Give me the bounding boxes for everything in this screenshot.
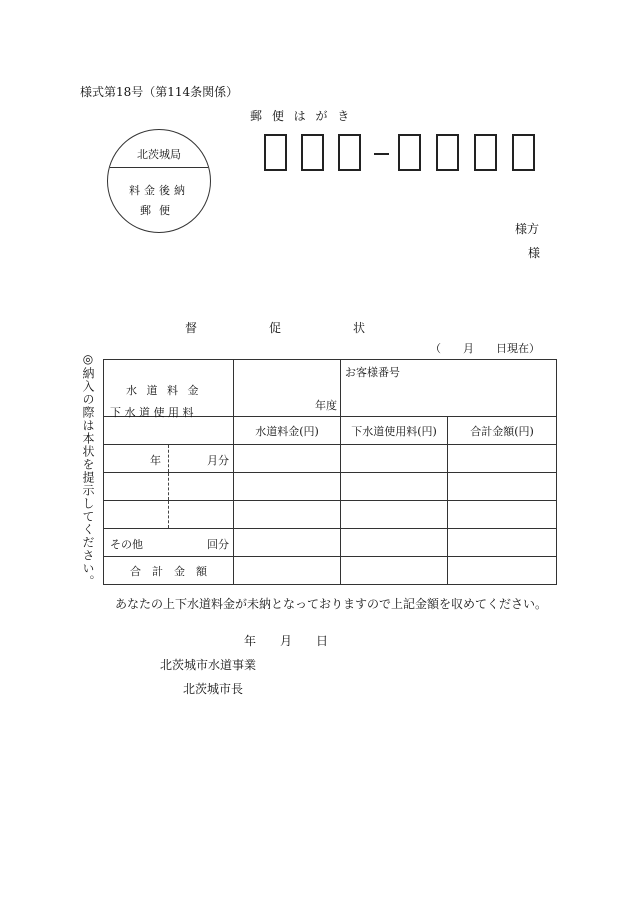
notice-title: 督 促 状	[185, 321, 366, 335]
other-cell[interactable]	[104, 529, 234, 557]
customer-number-label: お客様番号	[345, 366, 400, 379]
postal-code-box-7[interactable]	[512, 134, 535, 171]
presentation-note: ◎納入の際は本状を提示してください。	[81, 352, 95, 588]
item-label-sewer: 下 水 道 使 用 料	[110, 406, 194, 419]
row-times-label: 回分	[207, 538, 229, 551]
sewer-fee-other[interactable]	[341, 529, 448, 557]
seal-office: 北茨城局	[137, 148, 181, 161]
water-fee-3[interactable]	[234, 501, 341, 529]
sewer-fee-3[interactable]	[341, 501, 448, 529]
col-sewer-fee: 下水道使用料(円)	[341, 417, 448, 445]
address-care-of: 様方	[515, 222, 540, 236]
item-label-cell	[104, 360, 234, 417]
water-fee-2[interactable]	[234, 473, 341, 501]
seal-divider	[108, 167, 210, 168]
row-total-label: 合 計 金 額	[104, 557, 234, 585]
billing-table	[103, 359, 557, 585]
total-2[interactable]	[448, 473, 557, 501]
sewer-fee-2[interactable]	[341, 473, 448, 501]
postal-code-box-5[interactable]	[436, 134, 459, 171]
postal-code-box-2[interactable]	[301, 134, 324, 171]
form-number: 様式第18号（第114条関係）	[80, 85, 239, 99]
postal-code-box-6[interactable]	[474, 134, 497, 171]
period-cell-3[interactable]	[104, 501, 234, 529]
seal-fee-deferred: 料金後納	[129, 184, 189, 197]
postal-code-box-1[interactable]	[264, 134, 287, 171]
period-cell-2[interactable]	[104, 473, 234, 501]
issue-date: 年 月 日	[244, 634, 329, 648]
period-cell-1[interactable]	[104, 445, 234, 473]
issuer-waterworks: 北茨城市水道事業	[160, 658, 257, 672]
col-total: 合計金額(円)	[448, 417, 557, 445]
total-1[interactable]	[448, 445, 557, 473]
grand-total[interactable]	[448, 557, 557, 585]
header-blank-cell	[104, 417, 234, 445]
customer-number-cell[interactable]	[341, 360, 557, 417]
postcard-label: 郵 便 は が き	[250, 109, 353, 123]
fiscal-year-label: 年度	[315, 399, 337, 412]
seal-postal: 郵便	[140, 204, 178, 217]
period-divider	[168, 473, 169, 500]
period-divider	[168, 501, 169, 528]
payment-message: あなたの上下水道料金が未納となっておりますので上記金額を収めてください。	[115, 597, 548, 611]
water-fee-total[interactable]	[234, 557, 341, 585]
col-water-fee: 水道料金(円)	[234, 417, 341, 445]
water-fee-other[interactable]	[234, 529, 341, 557]
postage-seal	[107, 129, 211, 233]
address-honorific: 様	[528, 246, 541, 260]
fiscal-year-cell[interactable]	[234, 360, 341, 417]
period-divider	[168, 445, 169, 472]
row-year-label: 年	[150, 454, 161, 467]
postal-code-hyphen	[374, 153, 389, 155]
row-month-label: 月分	[207, 454, 229, 467]
sewer-fee-1[interactable]	[341, 445, 448, 473]
water-fee-1[interactable]	[234, 445, 341, 473]
total-other[interactable]	[448, 529, 557, 557]
total-3[interactable]	[448, 501, 557, 529]
item-label-water: 水 道 料 金	[126, 384, 202, 397]
row-other-label: その他	[110, 538, 143, 551]
issuer-mayor: 北茨城市長	[183, 682, 244, 696]
postal-code-box-3[interactable]	[338, 134, 361, 171]
sewer-fee-total[interactable]	[341, 557, 448, 585]
postal-code-box-4[interactable]	[398, 134, 421, 171]
as-of-date: （ 月 日現在）	[430, 342, 540, 355]
